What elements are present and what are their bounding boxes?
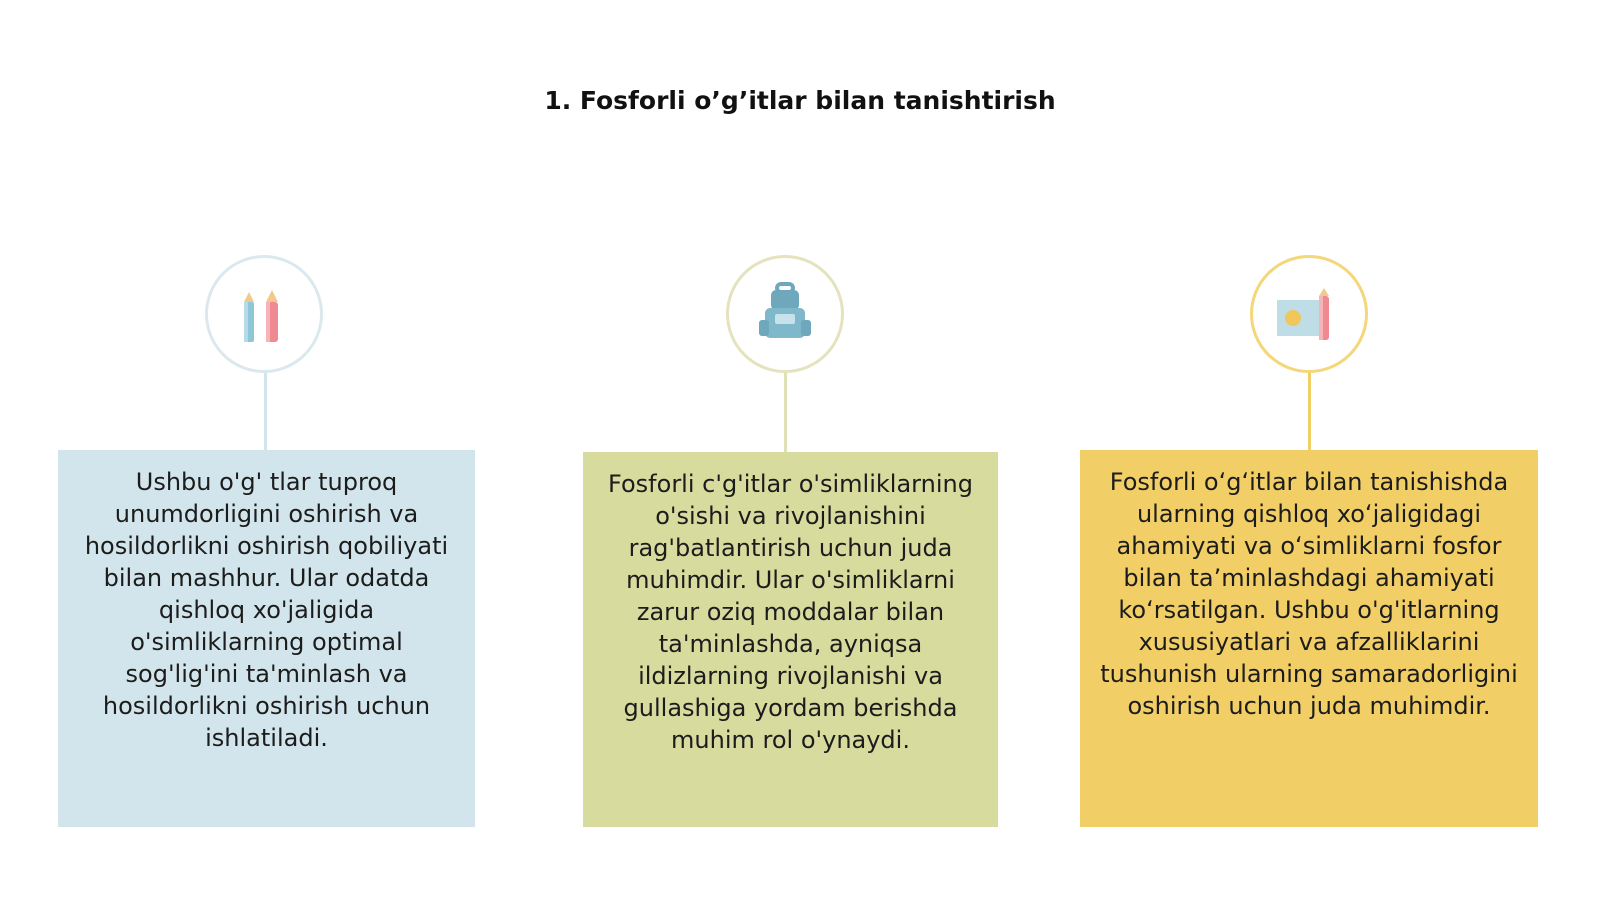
drawing-board-icon [1253, 258, 1365, 370]
connector-line [264, 373, 267, 450]
icon-circle [1250, 255, 1368, 373]
connector-line [1308, 373, 1311, 450]
connector-line [784, 373, 787, 452]
pencils-icon [208, 258, 320, 370]
icon-circle [726, 255, 844, 373]
page-title: 1. Fosforli o’g’itlar bilan tanishtirish [544, 86, 1056, 115]
card-text: Fosforli oʻgʻitlar bilan tanishishda ularning qishloq xoʻjaligidagi ahamiyati va oʻsimliklarni fosfor bilan ta’minlashdagi ahamiyati koʻrsatilgan. Ushbu o'g'itlarning xususiyatlari va afzalliklarini tushunish ularning samaradorligini oshirish uchun juda muhimdir. [1080, 450, 1538, 827]
icon-circle [205, 255, 323, 373]
card-text: Fosforli c'g'itlar o'simliklarning o'sishi va rivojlanishini rag'batlantirish uchun juda muhimdir. Ular o'simliklarni zarur oziq moddalar bilan ta'minlashda, ayniqsa ildizlarning rivojlanishi va gullashiga yordam berishda muhim rol o'ynaydi. [583, 452, 998, 827]
backpack-icon [729, 258, 841, 370]
card-text: Ushbu o'g' tlar tuproq unumdorligini oshirish va hosildorlikni oshirish qobiliyati bilan mashhur. Ular odatda qishloq xo'jaligida o'simliklarning optimal sog'lig'ini ta'minlash va hosildorlikni oshirish uchun ishlatiladi. [58, 450, 475, 827]
